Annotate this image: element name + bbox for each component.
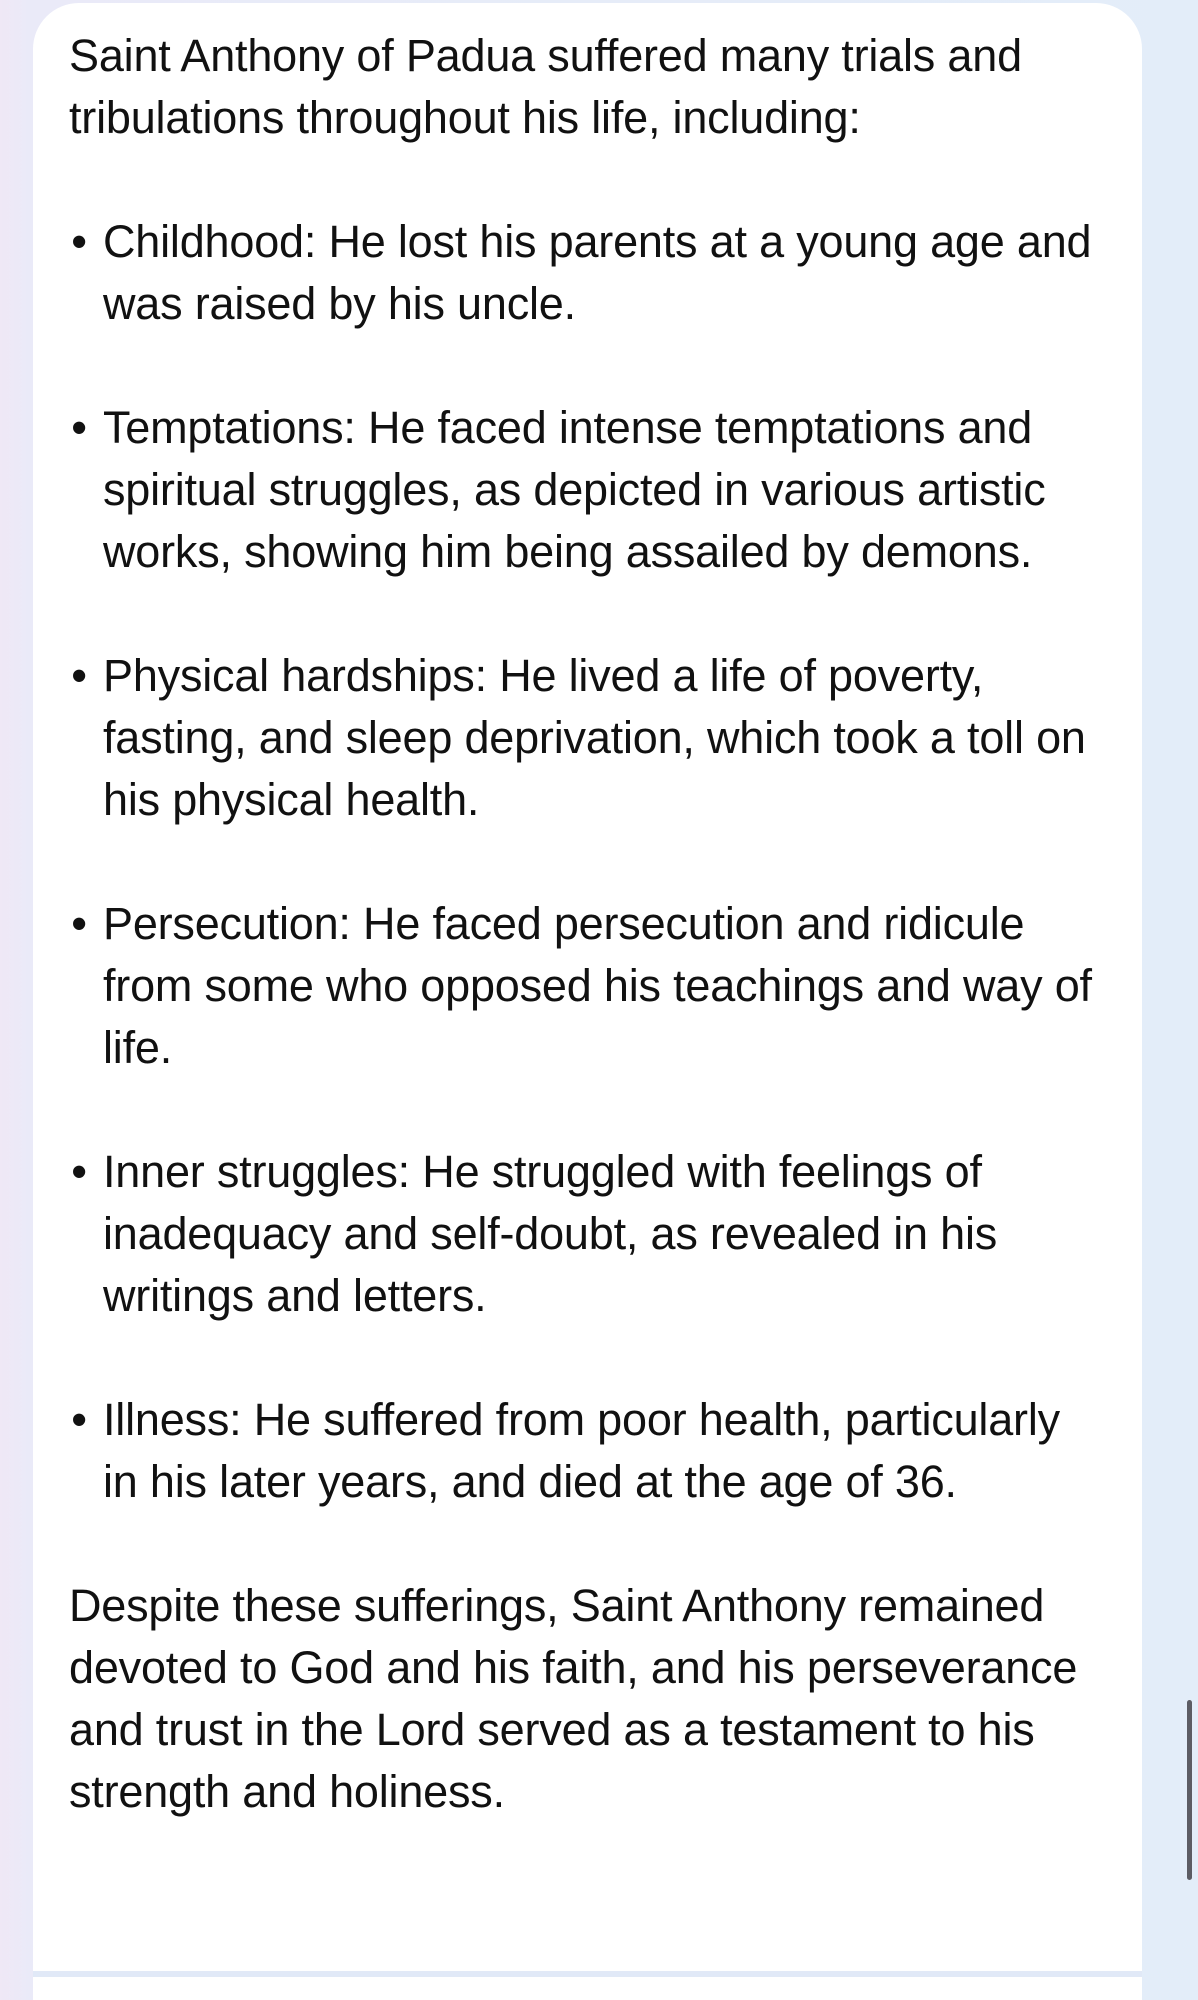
list-item <box>69 893 1102 1079</box>
list-item-text: Temptations: He faced intense temptations and spiritual struggles, as depicted in various artistic works, showing him being assailed by demons. <box>103 402 1046 577</box>
list-item-text: Persecution: He faced persecution and ridicule from some who opposed his teachings and way of life. <box>103 898 1092 1073</box>
message-card <box>33 3 1142 1971</box>
list-item <box>69 211 1102 335</box>
bullet-icon: • <box>71 1146 87 1197</box>
bullet-icon: • <box>71 1394 87 1445</box>
conclusion-paragraph: Despite these sufferings, Saint Anthony remained devoted to God and his faith, and his perseverance and trust in the Lord served as a testament to his strength and holiness. <box>69 1580 1078 1817</box>
list-item-text: Physical hardships: He lived a life of poverty, fasting, and sleep deprivation, which took a toll on his physical health. <box>103 650 1086 825</box>
bullet-icon: • <box>71 216 87 267</box>
list-item-text: Inner struggles: He struggled with feelings of inadequacy and self-doubt, as revealed in his writings and letters. <box>103 1146 998 1321</box>
list-item <box>69 397 1102 583</box>
bullet-icon: • <box>71 402 87 453</box>
list-item <box>69 1389 1102 1513</box>
list-item-text: Illness: He suffered from poor health, particularly in his later years, and died at the age of 36. <box>103 1394 1060 1507</box>
list-item-text: Childhood: He lost his parents at a young age and was raised by his uncle. <box>103 216 1092 329</box>
intro-paragraph: Saint Anthony of Padua suffered many trials and tribulations throughout his life, including: <box>69 30 1022 143</box>
list-item <box>69 645 1102 831</box>
trials-list <box>69 211 1102 1513</box>
bullet-icon: • <box>71 650 87 701</box>
bullet-icon: • <box>71 898 87 949</box>
scroll-indicator[interactable] <box>1187 1700 1192 1880</box>
list-item <box>69 1141 1102 1327</box>
next-card-edge <box>33 1977 1142 2000</box>
